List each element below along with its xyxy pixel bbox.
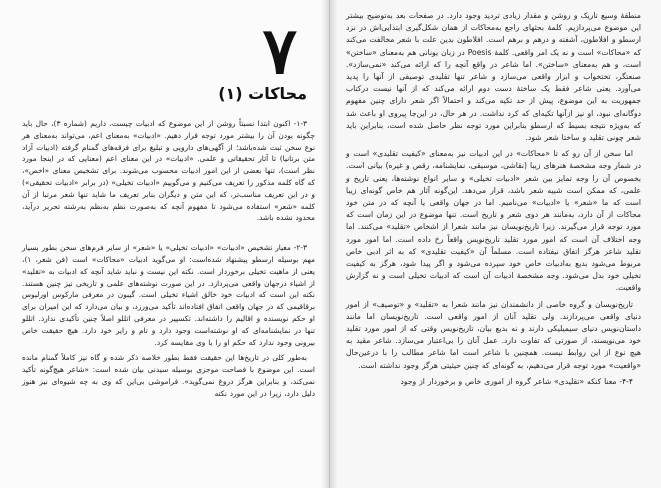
gutter-shadow (321, 0, 329, 488)
paragraph: ۱-۳- اکنون ابتدا نسبتاً روشن از این موضوع که ادبیات چیست، داریم (شماره ۳)، حال باید چگونه بودن آن را بیشتر مورد توجه قرار دهیم. «ادبیات» به‌معنای اعم، می‌تواند به‌معنای هر نوع سخن ثبت شده‌باشد؛ از آگهی‌های دارویی و تبلیغ برای فرقه‌های گمنام گرفته (ادبیات آزاد متن برتانیا) تا آثار تحقیقاتی و علمی. «ادبیات» در این معنای اعم (معنایی که در اینجا مورد نظر است)، تنها بعضی از این امور ادبیات محسوب می‌شوند. برای تشخیص معنای «اخص»، که گاه کلمه مذکور را تعریف می‌کنیم و می‌گوییم «ادبیات تخیلی» (در برابر «ادبیات تحقیقی») و در این تعریف مناسب‌تر، که این متن و دیگران بنابر تعریف ما شاید تنها شعر مرتبا از آن کلمه «شعر» استفاده می‌شود تا مفهوم آنچه که به‌صورت نظم به‌نظم به‌رشته تحریر درآید، محدود نشده باشد. (22, 119, 315, 223)
right-page (330, 0, 661, 488)
gutter-shadow (330, 0, 338, 488)
paragraph: به‌طور کلی در تاریخ‌ها این حقیقت فقط بطور خلاصه ذکر شده و گاه نیز کاملاً گمنام مانده است. این موضوع با فصاحت موجزی بوسیله سیدنی بیان شده است: «شاعر هیچ‌گونه تأکید نمی‌کند، و بنابراین هرگز دروغ نمی‌گوید». فراموشی بی‌این که وی به چه شیوه‌ای نیز هنوز دلیل دارد، زیرا در این مورد نکته (22, 353, 315, 398)
chapter-number: ۷ (262, 14, 297, 89)
paragraph: ۲-۳- معیار تشخیص «ادبیات» «ادبیات تخیلی» یا «شعر» از سایر فرم‌های سخن بطور بسیار مهم بوسیله ارسطو پیشنهاد شده‌است: او می‌گوید ادبیات «محاکات» است (فن شعر، ۱)، یعنی از ماهیت تخیلی برخوردار است. نکته این نیست و نباید شاید آنچه که ادبیات به «تقلید» از اشیاء درجهان واقعی می‌پردازد. در این صورت نوشته‌های علمی و تاریخی نیز چنین هستند. نکته این است که ادبیات خود خالق اشیاء تخیلی است. گیبون در معرفی مارکوس اورلیوس برقاقیمی که در جهان واقعی اتفاق افتاده‌اند تأکید می‌ورزد، و بیان می‌دارد که این امیران برای او حکم نویسنده و اقالیم را داشته‌اند. تکسپیر در معرفی اتللو اصلاً چنین تأکیدی ندارد. اتللو تنها در نمایشنامه‌ای که او نوشته‌است وجود دارد و تام ‌و رایر خود دارد. هیچ حقیقت خاص بیرونی وجود ندارد که حکم او را با وی مقایسه کرد. (22, 243, 315, 347)
left-page (0, 0, 330, 488)
paragraph: منطقهٔ وسیع تاریک و روشن و مقدار زیادی تردید وجود دارد. در صفحات بعد به‌توضیح بیشتر این موضوع می‌پردازیم. کلمهٔ بحثهای راجع به‌محاکات از همان شکل‌گیری ابتدایی‌اش در نزد ارسطو و افلاطون، آشفته و درهم و برهم است. افلاطون بدین علت با شعر مخالفت می‌کند که «محاکات» است و نه یک امر واقعی. کلمهٔ Poesis در زبان یونانی هم به‌معنای «ساختن» است، و هم به‌معنای «ساختن». اما شاعر در واقع آنچه را که ارائه می‌کند «نمی‌سازد». صنعتگر، تختخواب و ابزار واقعی می‌سازد و شاعر تنها تقلیدی توصیفی از آنها را پدید می‌آورد. یعنی شاعر فقط یک ساختهٔ دست دوم ارائه می‌کند که از آنها نیست درکتاب جمهوریت به این موضوع، پیش از حد تکیه می‌کند و احتمالاً اگر شعر دارای چنین مفهوم دوگانه‌ای نبود، او نیز ازآنها تکیه‌ای که کرد نداشت. در هر حال، در این‌جا پیروی او باعث شد که به‌ویژه نتیجه بسیط که ارسطو بنابراین مورد توجه نظر حاصل شده است، بنابراین باید شعر چونی تقلید و ساختا شعر شود. (346, 11, 641, 143)
paragraph: ۴-۴- معنا کنکه «تقلیدی» شاعر گروه از اموری خاص و برخوردار از وجود (400, 376, 633, 386)
paragraph: اما سخن از آن رو که تا «محاکات» در این ادبیات نیز به‌معنای «کیفیت تقلیدی» است و در شمار وجه مشخصهٔ هنرهای زیبا (نقاشی، موسیقی، نمایشنامه، رقص و غیره) بیانی است. بخصوص آن را وجه تمایز بین شعر «ادبیات تخیلی» و سایر انواع نوشته‌ها، یعنی تاریخ و علمی، که ممکن است شبیه شعر باشد، قرار می‌دهد. این‌گونه آثار هم خاص گونه‌ای زیبا است که ما «شعر» یا «ادبیات» می‌نامیم. اما در جهان واقعی یا آنچه که در متن خود محاکات از آن دارد، به‌مانند هر دوی شعر و تاریخ است. تنها موضوع در این زمان است که مورد توجه قرار می‌گیرند. زیرا تاریخ‌نویسان نیز مانند شعرا از اشخاص «تقلید» می‌کنند. اما وجه اختلاف آن است که امور مورد تقلید تاریخ‌نویس واقعاً رخ داده است. اما امور مورد تقلید شاعر هرگز اتفاق نیفتاده است. مسلماً آن «کیفیت تقلیدی» که به اثر ادبی خاص مربوط می‌شود بدیع به‌ادبیات خاص خود سپرده می‌شود و اگر پیدا شود، هرگز به کیفیت تخیلی خود بدل می‌شود. وجه مشخصهٔ ادبیات آن است که ادبیات تخیلی است و نه گزارش واقعیت. (346, 149, 641, 293)
chapter-heading (22, 12, 315, 112)
chapter-title: محاکات (۱) (218, 84, 307, 103)
paragraph: تاریخ‌نویسان و گروه خاصی از دانشمندان نیز مانند شعرا به «تقلید» و «توصیف» از امور دنیای واقعی می‌پردازند. ولی تقلید آنان از امور واقعی است. تاریخ‌نویسان اما مانند داستان‌نویس دنیای سیمیلیکی دارند و نه بدیع بیان، تاریخ‌نویس وقتی که از امور مورد تقلید خود می‌نویسند، از صورتی که تفاوت دارد. عمل آنان را بی‌اعتبار می‌سازد. شاعر مقید به هیچ نوع از این روابط نیست. همچنین با شاعر است اما شاعر مطالب را با درعین‌حال «واقعیت» مورد توجه قرار می‌دهیم، به گونه‌ای که چنین حیثیتی هرگز وجود نداشته است. (346, 299, 641, 370)
